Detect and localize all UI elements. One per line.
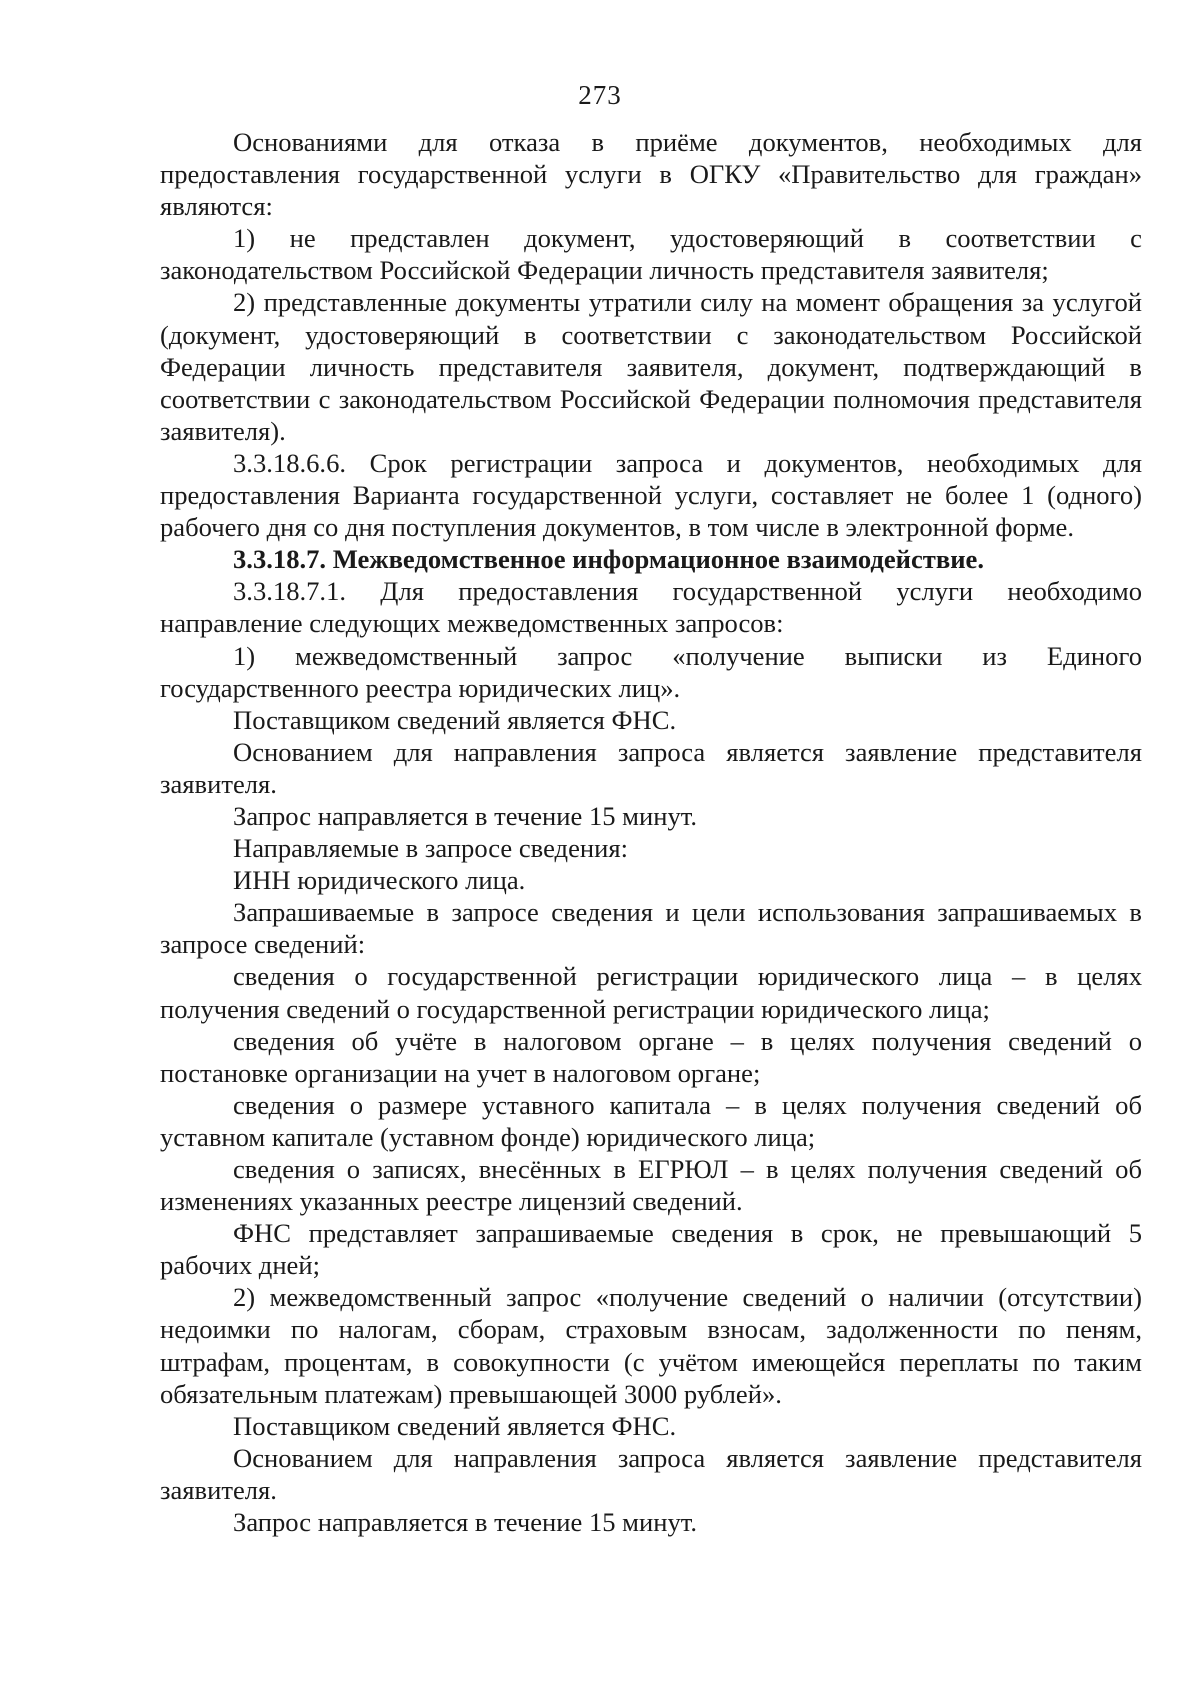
paragraph: Основаниями для отказа в приёме документов, необходимых для предоставления государственной услуги в ОГКУ «Правительство для граждан» являются:	[160, 127, 1142, 222]
paragraph: Поставщиком сведений является ФНС.	[233, 1410, 677, 1441]
paragraph: 3.3.18.7.1. Для предоставления государственной услуги необходимо направление следующих межведомственных запросов:	[160, 576, 1142, 639]
paragraph: Запрашиваемые в запросе сведения и цели использования запрашиваемых в запросе сведений:	[160, 897, 1142, 960]
paragraph: сведения о размере уставного капитала – в целях получения сведений об уставном капитале (уставном фонде) юридического лица;	[160, 1089, 1142, 1152]
paragraph: Запрос направляется в течение 15 минут.	[233, 800, 698, 831]
paragraph: Основанием для направления запроса является заявление представителя заявителя.	[160, 1442, 1142, 1505]
paragraph: Запрос направляется в течение 15 минут.	[233, 1507, 698, 1538]
paragraph: 2) представленные документы утратили силу на момент обращения за услугой (документ, удостоверяющий в соответствии с законодательством Российской Федерации личность представителя заявителя, документ, подтверждающий в соответствии с законодательством Российской Федерации полномочия представителя заявителя).	[160, 287, 1142, 446]
paragraph: Поставщиком сведений является ФНС.	[233, 704, 677, 735]
paragraph: сведения об учёте в налоговом органе – в целях получения сведений о постановке организации на учет в налоговом органе;	[160, 1025, 1142, 1088]
document-body	[160, 126, 1142, 1538]
paragraph: ИНН юридического лица.	[233, 865, 526, 896]
paragraph: Основанием для направления запроса является заявление представителя заявителя.	[160, 736, 1142, 799]
paragraph: 1) межведомственный запрос «получение выписки из Единого государственного реестра юридических лиц».	[160, 640, 1142, 703]
paragraph: Направляемые в запросе сведения:	[233, 833, 628, 864]
paragraph: сведения о записях, внесённых в ЕГРЮЛ – в целях получения сведений об изменениях указанных реестре лицензий сведений.	[160, 1154, 1142, 1217]
paragraph: 1) не представлен документ, удостоверяющий в соответствии с законодательством Российской Федерации личность представителя заявителя;	[160, 223, 1142, 286]
paragraph: 2) межведомственный запрос «получение сведений о наличии (отсутствии) недоимки по налогам, сборам, страховым взносам, задолженности по пеням, штрафам, процентам, в совокупности (с учётом имеющейся переплаты по таким обязательным платежам) превышающей 3000 рублей».	[160, 1282, 1142, 1409]
paragraph: 3.3.18.6.6. Срок регистрации запроса и документов, необходимых для предоставления Варианта государственной услуги, составляет не более 1 (одного) рабочего дня со дня поступления документов, в том числе в электронной форме.	[160, 447, 1142, 543]
paragraph: ФНС представляет запрашиваемые сведения в срок, не превышающий 5 рабочих дней;	[160, 1218, 1142, 1281]
section-heading: 3.3.18.7. Межведомственное информационное взаимодействие.	[233, 544, 985, 575]
paragraph: сведения о государственной регистрации юридического лица – в целях получения сведений о государственной регистрации юридического лица;	[160, 961, 1142, 1024]
page-number: 273	[578, 80, 622, 110]
